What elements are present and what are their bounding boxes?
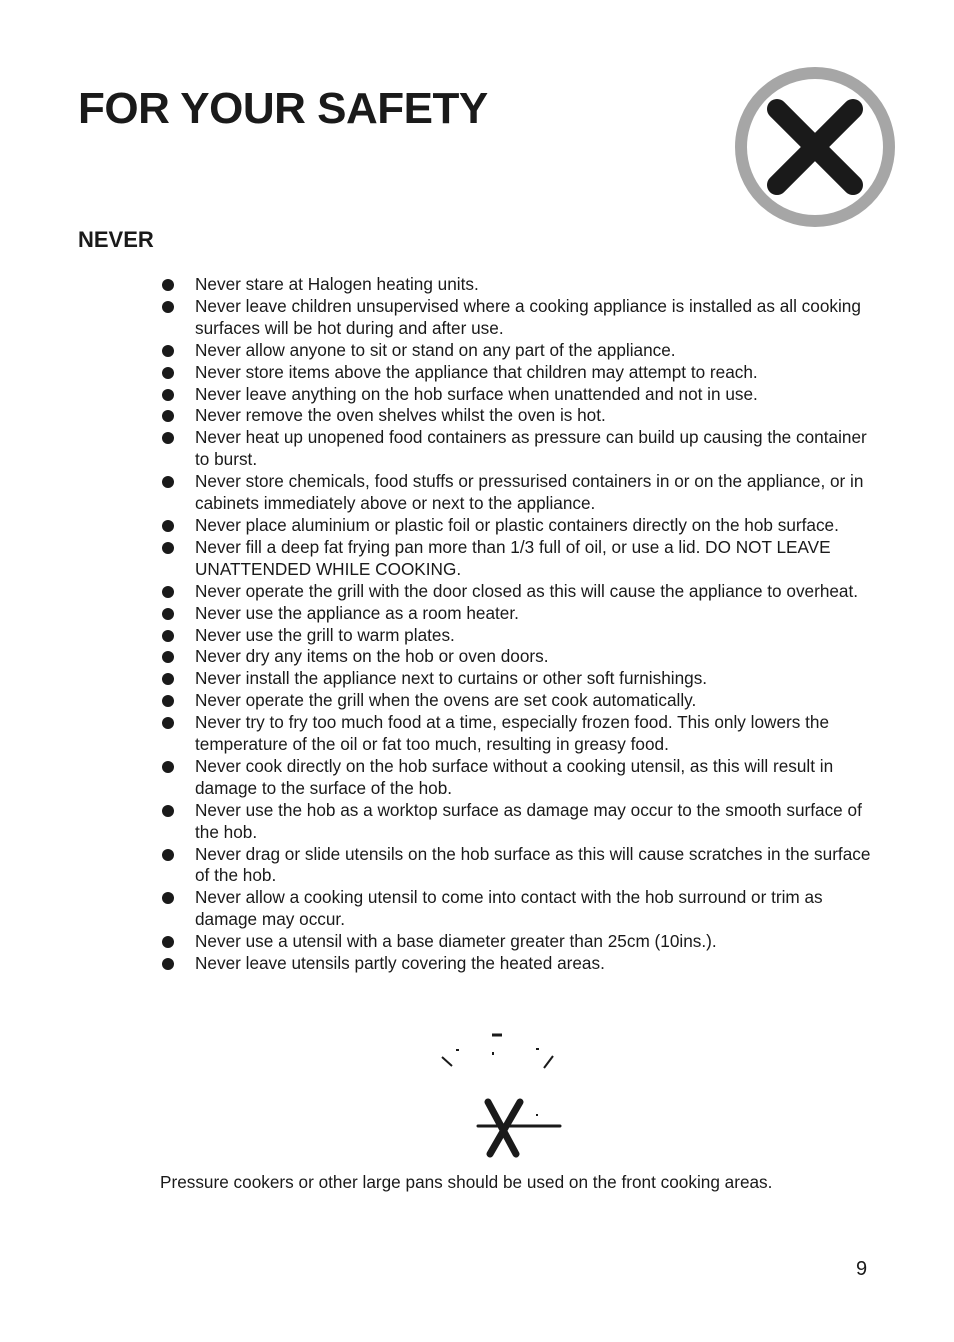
bullet-icon	[162, 717, 174, 729]
list-item	[160, 953, 880, 975]
list-item	[160, 603, 880, 625]
rule-text: Never leave children unsupervised where a cooking appliance is installed as all cooking surfaces will be hot during and after use.	[195, 295, 861, 338]
list-item	[160, 362, 880, 384]
rule-text: Never operate the grill when the ovens are set cook automatically.	[195, 690, 697, 711]
prohibited-x-icon	[734, 66, 896, 228]
rule-text: Never allow a cooking utensil to come into contact with the hob surround or trim as damage may occur.	[195, 887, 823, 930]
list-item	[160, 405, 880, 427]
list-item	[160, 340, 880, 362]
rule-text: Never place aluminium or plastic foil or plastic containers directly on the hob surface.	[195, 514, 839, 535]
rule-text: Never use the grill to warm plates.	[195, 624, 455, 645]
bullet-icon	[162, 608, 174, 620]
pan-overhang-x-icon	[436, 1030, 566, 1160]
bullet-icon	[162, 367, 174, 379]
rule-text: Never leave utensils partly covering the heated areas.	[195, 953, 605, 974]
rule-text: Never drag or slide utensils on the hob surface as this will cause scratches in the surface of the hob.	[195, 843, 871, 886]
list-item	[160, 800, 880, 844]
bullet-icon	[162, 520, 174, 532]
rule-text: Never stare at Halogen heating units.	[195, 274, 479, 294]
bullet-icon	[162, 432, 174, 444]
footer-note: Pressure cookers or other large pans should be used on the front cooking areas.	[160, 1172, 773, 1192]
rule-text: Never store chemicals, food stuffs or pressurised containers in or on the appliance, or in cabinets immediately above or next to the appliance.	[195, 471, 864, 514]
list-item	[160, 625, 880, 647]
bullet-icon	[162, 805, 174, 817]
rule-text: Never cook directly on the hob surface without a cooking utensil, as this will result in damage to the surface of the hob.	[195, 755, 834, 798]
rule-text: Never operate the grill with the door closed as this will cause the appliance to overheat.	[195, 580, 859, 601]
list-item	[160, 581, 880, 603]
bullet-icon	[162, 651, 174, 663]
rule-text: Never store items above the appliance that children may attempt to reach.	[195, 361, 758, 382]
rule-text: Never fill a deep fat frying pan more than 1/3 full of oil, or use a lid. DO NOT LEAVE UNATTENDED WHILE COOKING.	[195, 536, 831, 579]
list-item	[160, 690, 880, 712]
bullet-icon	[162, 630, 174, 642]
list-item	[160, 668, 880, 690]
bullet-icon	[162, 761, 174, 773]
list-item	[160, 471, 880, 515]
page-title: FOR YOUR SAFETY	[78, 84, 488, 133]
rule-text: Never dry any items on the hob or oven doors.	[195, 646, 549, 667]
bullet-icon	[162, 476, 174, 488]
bullet-icon	[162, 586, 174, 598]
page-number: 9	[856, 1258, 868, 1280]
list-item	[160, 887, 880, 931]
bullet-icon	[162, 345, 174, 357]
bullet-icon	[162, 279, 174, 291]
bullet-icon	[162, 301, 174, 313]
never-rules-list	[160, 274, 880, 975]
rule-text: Never use a utensil with a base diameter greater than 25cm (10ins.).	[195, 931, 717, 952]
bullet-icon	[162, 673, 174, 685]
bullet-icon	[162, 389, 174, 401]
list-item	[160, 844, 880, 888]
rule-text: Never remove the oven shelves whilst the oven is hot.	[195, 405, 606, 426]
rule-text: Never try to fry too much food at a time, especially frozen food. This only lowers the temperature of the oil or fat too much, resulting in greasy food.	[195, 712, 829, 755]
bullet-icon	[162, 892, 174, 904]
list-item	[160, 515, 880, 537]
list-item	[160, 646, 880, 668]
rule-text: Never leave anything on the hob surface when unattended and not in use.	[195, 383, 758, 404]
bullet-icon	[162, 410, 174, 422]
rule-text: Never use the hob as a worktop surface as damage may occur to the smooth surface of the hob.	[195, 799, 862, 842]
list-item	[160, 427, 880, 471]
list-item	[160, 756, 880, 800]
bullet-icon	[162, 936, 174, 948]
rule-text: Never heat up unopened food containers as pressure can build up causing the container to burst.	[195, 427, 867, 470]
rule-text: Never allow anyone to sit or stand on any part of the appliance.	[195, 339, 676, 360]
list-item	[160, 931, 880, 953]
list-item	[160, 274, 880, 296]
bullet-icon	[162, 849, 174, 861]
bullet-icon	[162, 542, 174, 554]
section-heading: NEVER	[78, 227, 154, 252]
list-item	[160, 712, 880, 756]
list-item	[160, 384, 880, 406]
rule-text: Never install the appliance next to curtains or other soft furnishings.	[195, 668, 708, 689]
rule-text: Never use the appliance as a room heater.	[195, 602, 519, 623]
list-item	[160, 296, 880, 340]
bullet-icon	[162, 958, 174, 970]
bullet-icon	[162, 695, 174, 707]
list-item	[160, 537, 880, 581]
